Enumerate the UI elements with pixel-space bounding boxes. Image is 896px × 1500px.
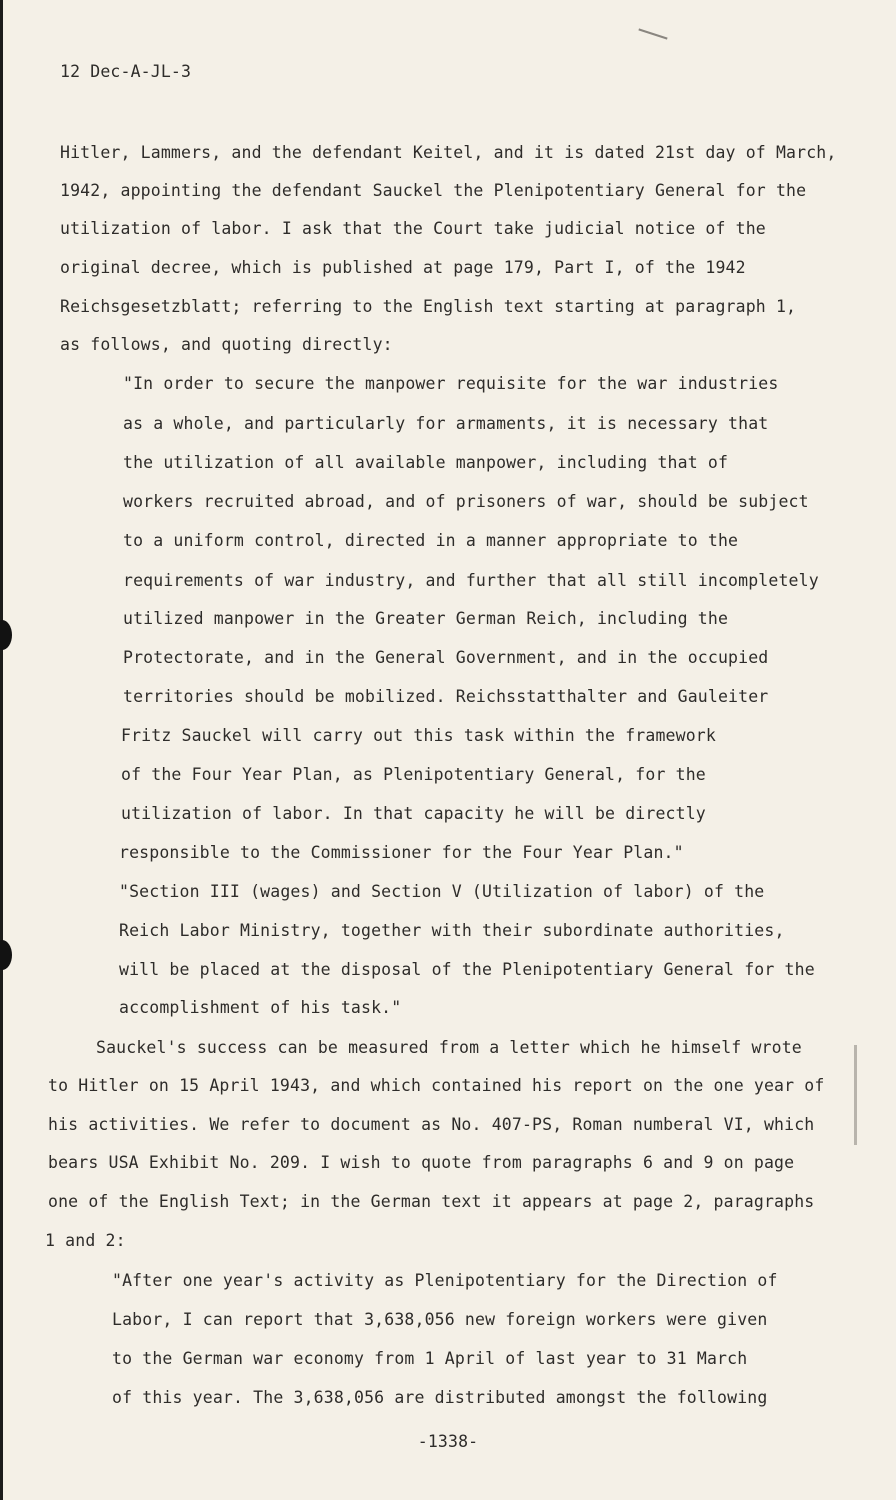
quote-line: accomplishment of his task." — [119, 998, 402, 1017]
page-edge — [0, 0, 3, 1500]
text-line: 1 and 2: — [45, 1231, 126, 1250]
text-line: original decree, which is published at page 179, Part I, of the 1942 — [60, 258, 746, 277]
quote-line: requirements of war industry, and further that all still incompletely — [123, 571, 819, 590]
text-line: one of the English Text; in the German text it appears at page 2, paragraphs — [48, 1192, 815, 1211]
quote-line: as a whole, and particularly for armaments, it is necessary that — [123, 414, 769, 433]
document-reference: 12 Dec-A-JL-3 — [60, 62, 192, 81]
quote-line: Fritz Sauckel will carry out this task within the framework — [121, 726, 716, 745]
text-line: Reichsgesetzblatt; referring to the English text starting at paragraph 1, — [60, 297, 797, 316]
quote-line: territories should be mobilized. Reichsstatthalter and Gauleiter — [123, 687, 769, 706]
quote-line: utilized manpower in the Greater German Reich, including the — [123, 609, 729, 628]
quote-line: "In order to secure the manpower requisite for the war industries — [123, 374, 779, 393]
quote-line: of the Four Year Plan, as Plenipotentiary General, for the — [121, 765, 706, 784]
quote-line: of this year. The 3,638,056 are distributed amongst the following — [112, 1388, 768, 1407]
text-line: 1942, appointing the defendant Sauckel the Plenipotentiary General for the — [60, 181, 807, 200]
quote-line: "After one year's activity as Plenipotentiary for the Direction of — [112, 1271, 778, 1290]
pencil-mark — [638, 28, 667, 39]
text-line: as follows, and quoting directly: — [60, 335, 393, 354]
margin-line — [854, 1045, 857, 1145]
text-line: his activities. We refer to document as No. 407-PS, Roman numberal VI, which — [48, 1115, 815, 1134]
text-line: bears USA Exhibit No. 209. I wish to quote from paragraphs 6 and 9 on page — [48, 1153, 795, 1172]
text-line: Hitler, Lammers, and the defendant Keitel, and it is dated 21st day of March, — [60, 143, 837, 162]
quote-line: workers recruited abroad, and of prisoners of war, should be subject — [123, 492, 809, 511]
page-number: -1338- — [417, 1432, 479, 1451]
quote-line: utilization of labor. In that capacity he will be directly — [121, 804, 706, 823]
quote-line: to a uniform control, directed in a manner appropriate to the — [123, 531, 739, 550]
quote-line: responsible to the Commissioner for the Four Year Plan." — [119, 843, 684, 862]
punch-hole-upper — [0, 620, 12, 650]
quote-line: Labor, I can report that 3,638,056 new foreign workers were given — [112, 1310, 768, 1329]
quote-line: will be placed at the disposal of the Plenipotentiary General for the — [119, 960, 815, 979]
text-line: to Hitler on 15 April 1943, and which contained his report on the one year of — [48, 1076, 825, 1095]
quote-line: Protectorate, and in the General Government, and in the occupied — [123, 648, 769, 667]
punch-hole-lower — [0, 940, 12, 970]
quote-line: the utilization of all available manpower, including that of — [123, 453, 729, 472]
quote-line: "Section III (wages) and Section V (Utilization of labor) of the — [119, 882, 765, 901]
text-line: utilization of labor. I ask that the Court take judicial notice of the — [60, 219, 766, 238]
quote-line: to the German war economy from 1 April of last year to 31 March — [112, 1349, 748, 1368]
quote-line: Reich Labor Ministry, together with their subordinate authorities, — [119, 921, 785, 940]
text-line: Sauckel's success can be measured from a letter which he himself wrote — [96, 1038, 802, 1057]
